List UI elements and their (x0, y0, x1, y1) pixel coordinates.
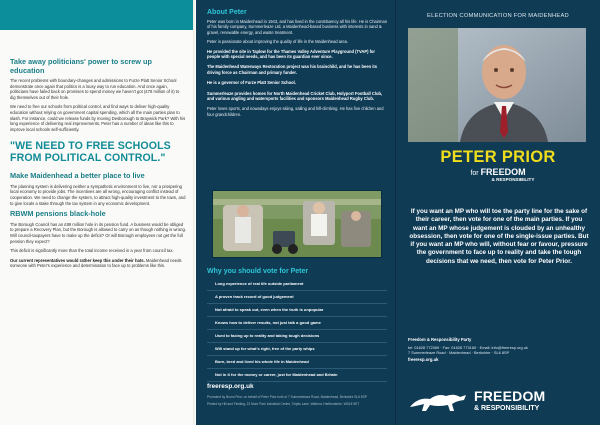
pensions-paragraph-2: This deficit is significantly more than the total income received in a year from council tax. (10, 248, 174, 254)
vote-reasons-section (207, 268, 387, 382)
right-panel (396, 0, 600, 425)
printed-by-text: Printed by Hill and Fielding, 22 Moor Park Industrial Centre, Tolpits Lane, Watford, Hertfordshire, WD18 9ET (207, 402, 360, 406)
left-panel (0, 0, 193, 425)
party-name: FREEDOM (480, 167, 526, 177)
vote-reason-item: Knows how to deliver results, not just talk a good game (207, 317, 387, 330)
about-fact-governor: He is a governor of Furze Platt Senior School. (207, 80, 296, 86)
contact-phone-email: tel: 01628 772369 · Fax: 01628 773160 · Email: info@freeresp.org.uk (408, 345, 528, 350)
contact-block (408, 337, 590, 366)
candidate-name: PETER PRIOR (440, 148, 556, 166)
left-content (10, 58, 186, 273)
planning-paragraph: The planning system is delivering neither a sympathetic environment to live, nor a prospering local economy to provide jobs. The incentives are all wrong, encouraging conflict instead of cooperation. We need to change the system, to attract high-quality investment to the town, and to give locals a stake through the tax system in any economic development. (10, 183, 186, 206)
campaign-pitch: If you want an MP who will toe the party line for the sake of their career, then vote for one of the main parties. If you want an MP whose judgement is clouded by an unhealthy obsession, then vote for one of the single-issue parties. But if you want an MP who will, without fear or favour, pressure the government to face up to reality and take the tough decisions that we need, then vote for Peter Prior. (409, 208, 589, 265)
contact-title: Freedom & Responsibility Party (408, 337, 472, 342)
vote-reason-item: Not in it for the money or career, just for Maidenhead and Britain (207, 369, 387, 382)
party-logo (408, 385, 590, 419)
middle-panel (196, 0, 396, 425)
candidate-photo (408, 28, 586, 142)
contact-address: 7 Summerleaze Road · Maidenhead · Berkshire · SL6 8SP (408, 350, 510, 355)
pensions-heading: RBWM pensions black-hole (10, 209, 106, 219)
contact-website-link[interactable]: freeresp.org.uk (408, 357, 439, 362)
logo-freedom-text: FREEDOM (474, 388, 546, 404)
vote-reason-item: Long experience of real life outside parliament (207, 278, 387, 291)
about-fact-tvap: He provided the site in Taplow for the Thames Valley Adventure Playground (TVAP) for people with special needs, and has been its guardian ever since. (207, 48, 376, 60)
promoted-by-text: Promoted by Bruno Prior, on behalf of Peter Prior both of 7 Summerleaze Road, Maidenhead, Berkshire SL6 8SP (207, 395, 367, 399)
left-top-banner (0, 0, 193, 30)
party-line (396, 167, 600, 182)
pensions-bold-text: Our current representatives would rather keep this under their hats. (10, 257, 145, 263)
pull-quote: "WE NEED TO FREE SCHOOLS FROM POLITICAL CONTROL." (10, 140, 171, 165)
vote-reason-item: Not afraid to speak out, even when the truth is unpopular (207, 304, 387, 317)
logo-responsibility-text: & RESPONSIBILITY (474, 405, 540, 412)
about-paragraph-2: Peter is passionate about improving the quality of life in the Maidenhead area. (207, 39, 349, 45)
education-paragraph-1: The recent problems with boundary-changes and admissions to Furze Platt Senior School demonstrate once again that politics is a lousy way to run education. And once again, politicians have failed back on promises to spend money we haven't got (£78 million of it) to dig themselves out of their hole. (10, 78, 180, 100)
about-heading: About Peter (207, 9, 247, 16)
vote-heading: Why you should vote for Peter (207, 268, 309, 275)
about-paragraph-1: Peter was born in Maidenhead in 1943, and has lived in the constituency all his life. He is Chairman of his family company, Summerleaze Ltd, a Maidenhead-based business with interests in sand & gravel, renewable energy, and waste treatment. (207, 19, 387, 35)
education-paragraph-2: We need to free our schools from political control, and find ways to deliver high-quality education without relying on government capital spending, which all the main parties plan to slash. For instance, could we release funds by moving Desborough to Braywick Park? With his long experience of delivering real improvements, Peter has a number of ideas like this to improve local schools self-sufficiently. (10, 104, 186, 132)
about-fact-waterways: The Maidenhead Waterways Restoration project was his brainchild, and he has been its driving force as Chairman and primary funder. (207, 64, 378, 75)
website-link[interactable]: freeresp.org.uk (207, 383, 254, 390)
pensions-closing-text: Maidenhead needs someone with Peter's experience and determination to face up to problems like this. (10, 257, 182, 269)
vote-reason-item: A proven track record of good judgement (207, 291, 387, 304)
education-heading: Take away politicians' power to screw up education (10, 57, 152, 75)
maidenhead-heading: Make Maidenhead a better place to live (10, 171, 145, 181)
about-paragraph-3: Peter loves sports, and nowadays enjoys skiing, sailing and hill-climbing. He has five children and four grandchildren. (207, 106, 384, 117)
vote-reason-item: Used to facing up to reality and taking tough decisions (207, 330, 387, 343)
pensions-paragraph-1: The Borough Council has an £89 million hole in its pension fund. A business would be obliged to prepare a Recovery Plan, but the Borough is allowed to carry on as though nothing is wrong. Will council-taxpayers have to make up the deficit? Or will Borough employees not get the full pension they expect? (10, 221, 186, 244)
party-subtitle: & RESPONSIBILITY (491, 177, 535, 182)
vote-reason-item: Born, bred and lived his whole life in Maidenhead (207, 356, 387, 369)
about-section (207, 9, 387, 121)
white-horse-icon (408, 389, 470, 413)
vote-reason-item: Will stand up for what's right, free of the party whips (207, 343, 387, 356)
playground-photo (212, 190, 382, 258)
middle-footer (207, 383, 387, 409)
election-label: ELECTION COMMUNICATION FOR MAIDENHEAD (427, 13, 569, 19)
pensions-paragraph-3 (10, 258, 186, 269)
about-fact-summerleaze: Summerleaze provides homes for North Maidenhead Cricket Club, Holyport Football Club, and various angling and watersports facilities and sponsors Maidenhead Rugby Club. (207, 90, 383, 102)
for-word: for (470, 170, 479, 177)
